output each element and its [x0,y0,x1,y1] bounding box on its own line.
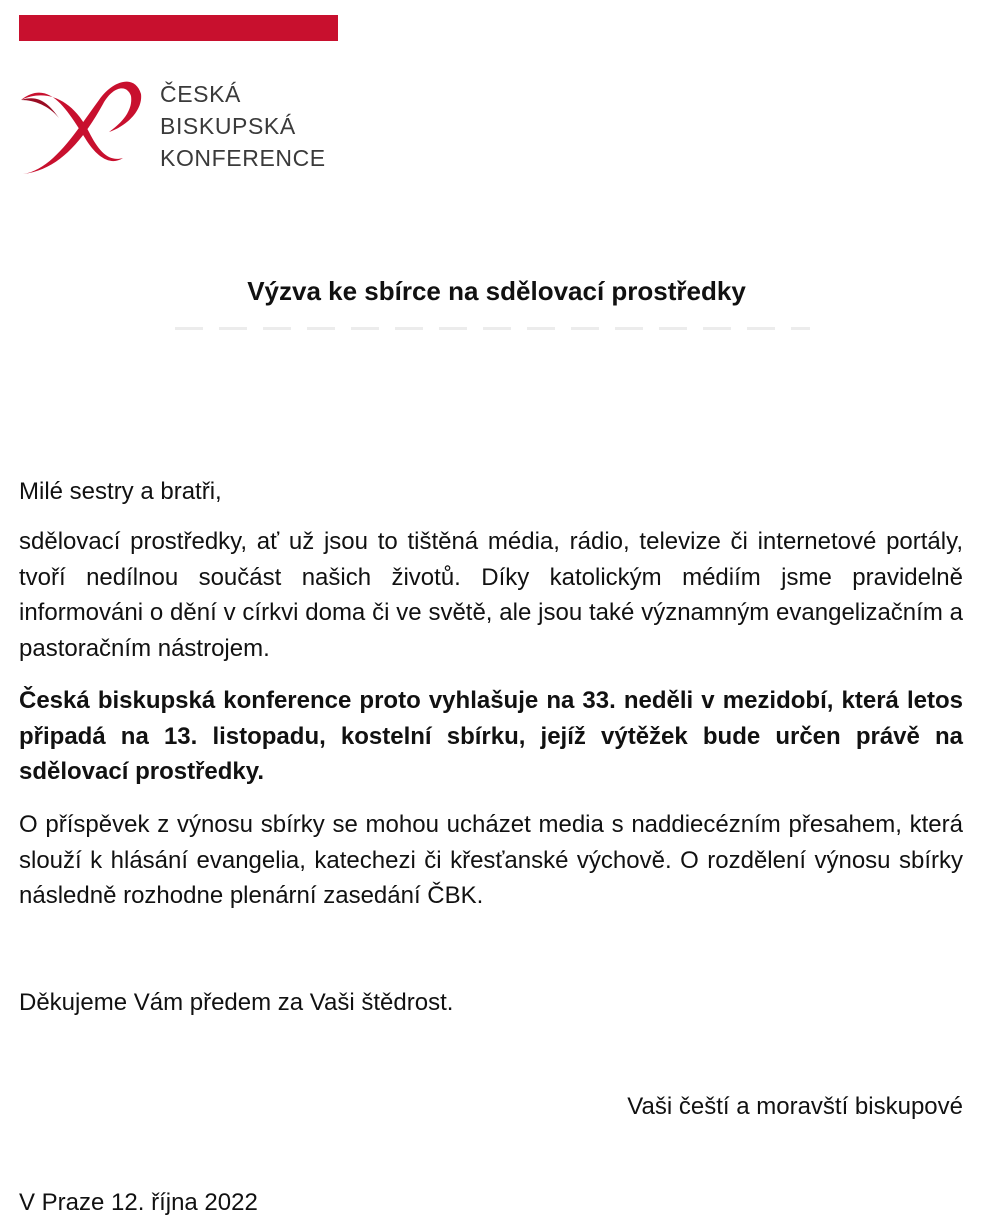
paragraph-intro: sdělovací prostředky, ať už jsou to tištěná média, rádio, televize či internetové portály, tvoří nedílnou součást našich životů. Díky katolickým médiím jsme pravidelně informováni o dění v církvi doma či ve světě, ale jsou také významným evangelizačním a pastoračním nástrojem. [19,528,963,662]
document-title: Výzva ke sbírce na sdělovací prostředky [247,276,746,306]
paragraph-distribution: O příspěvek z výnosu sbírky se mohou ucházet media s naddiecézním přesahem, která slouží k hlásání evangelia, katechezi či křesťanské výchově. O rozdělení výnosu sbírky následně rozhodne plenární zasedání ČBK. [19,811,963,909]
organization-name [160,78,326,174]
paragraph-announcement: Česká biskupská konference proto vyhlašuje na 33. neděli v mezidobí, která letos připadá na 13. listopadu, kostelní sbírku, jejíž výtěžek bude určen právě na sdělovací prostředky. [19,687,963,785]
cbk-logo-icon [19,70,143,176]
date-line: V Praze 12. října 2022 [19,1189,258,1216]
brand-color-bar [19,15,338,41]
thanks-line: Děkujeme Vám předem za Vaši štědrost. [19,989,454,1016]
org-name-line: BISKUPSKÁ [160,113,296,139]
greeting: Milé sestry a bratři, [19,478,222,505]
org-name-line: KONFERENCE [160,145,326,171]
signature: Vaši čeští a moravští biskupové [627,1093,963,1120]
faint-divider [175,327,810,330]
org-name-line: ČESKÁ [160,81,241,107]
